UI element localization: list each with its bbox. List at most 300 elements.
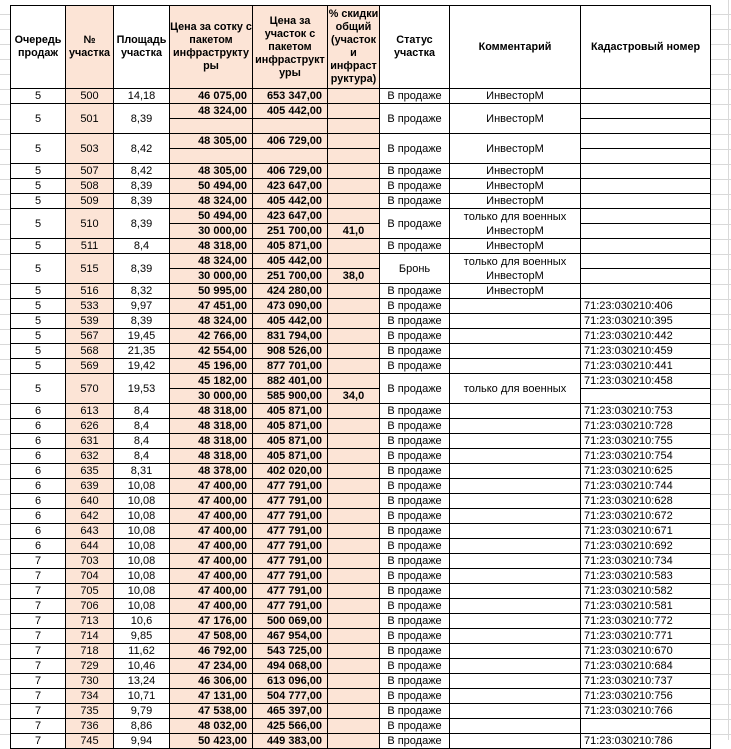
cell-price-sotka[interactable]: 48 378,00 [170,464,253,479]
cell-comment[interactable] [450,629,581,644]
cell-queue[interactable]: 5 [11,134,66,164]
cell-comment[interactable] [450,329,581,344]
cell-status[interactable]: В продаже [380,704,450,719]
cell-status[interactable]: В продаже [380,689,450,704]
cell-area[interactable]: 10,08 [114,524,170,539]
cell-cadastral[interactable]: 71:23:030210:583 [581,569,711,584]
cell-status[interactable]: Бронь [380,254,450,284]
header-status[interactable]: Статус участка [380,6,450,89]
cell-price-plot[interactable]: 405 871,00 [253,434,328,449]
cell-discount[interactable] [328,314,380,329]
cell-discount[interactable] [328,599,380,614]
cell-comment[interactable] [450,374,581,404]
cell-discount[interactable] [328,434,380,449]
header-queue[interactable]: Очередь продаж [11,6,66,89]
cell-price-sotka[interactable]: 46 792,00 [170,644,253,659]
cell-price-plot[interactable]: 477 791,00 [253,479,328,494]
cell-discount[interactable] [328,554,380,569]
cell-plot[interactable]: 705 [66,584,114,599]
cell-comment[interactable] [450,524,581,539]
cell-plot[interactable]: 730 [66,674,114,689]
cell-price-plot[interactable]: 831 794,00 [253,329,328,344]
cell-price-plot[interactable]: 477 791,00 [253,584,328,599]
cell-plot[interactable]: 734 [66,689,114,704]
cell-discount[interactable] [328,734,380,749]
cell-status[interactable]: В продаже [380,284,450,299]
cell-area[interactable]: 8,4 [114,449,170,464]
cell-queue[interactable]: 5 [11,374,66,404]
cell-cadastral[interactable] [581,719,711,734]
cell-price-sotka[interactable]: 48 324,00 [170,254,253,269]
cell-price-plot[interactable]: 423 647,00 [253,209,328,224]
cell-queue[interactable]: 6 [11,509,66,524]
cell-status[interactable]: В продаже [380,164,450,179]
cell-price-plot[interactable]: 449 383,00 [253,734,328,749]
cell-area[interactable]: 9,85 [114,629,170,644]
cell-discount[interactable] [328,524,380,539]
cell-area[interactable]: 8,32 [114,284,170,299]
cell-comment[interactable] [450,164,581,179]
cell-price-plot[interactable]: 908 526,00 [253,344,328,359]
cell-cadastral[interactable] [581,89,711,104]
cell-comment[interactable] [450,674,581,689]
cell-status[interactable]: В продаже [380,179,450,194]
cell-plot[interactable]: 500 [66,89,114,104]
cell-comment[interactable] [450,404,581,419]
cell-price-plot[interactable]: 477 791,00 [253,599,328,614]
cell-discount[interactable] [328,89,380,104]
cell-queue[interactable]: 5 [11,344,66,359]
cell-price-sotka[interactable]: 48 305,00 [170,164,253,179]
cell-queue[interactable]: 7 [11,614,66,629]
cell-queue[interactable]: 5 [11,164,66,179]
cell-queue[interactable]: 5 [11,299,66,314]
cell-plot[interactable]: 510 [66,209,114,239]
cell-plot[interactable]: 718 [66,644,114,659]
cell-price-sotka[interactable]: 47 538,00 [170,704,253,719]
cell-discount[interactable] [328,659,380,674]
cell-cadastral[interactable]: 71:23:030210:755 [581,434,711,449]
cell-queue[interactable]: 5 [11,104,66,134]
cell-cadastral[interactable]: 71:23:030210:672 [581,509,711,524]
cell-cadastral[interactable]: 71:23:030210:458 [581,374,711,389]
cell-price-sotka[interactable]: 47 234,00 [170,659,253,674]
cell-queue[interactable]: 7 [11,644,66,659]
cell-area[interactable]: 10,08 [114,494,170,509]
cell-price-sotka[interactable]: 47 400,00 [170,569,253,584]
cell-price-plot[interactable]: 405 871,00 [253,449,328,464]
cell-status[interactable]: В продаже [380,434,450,449]
cell-queue[interactable]: 7 [11,599,66,614]
cell-cadastral[interactable]: 71:23:030210:459 [581,344,711,359]
cell-queue[interactable]: 5 [11,254,66,284]
cell-status[interactable]: В продаже [380,509,450,524]
cell-cadastral[interactable]: 71:23:030210:406 [581,299,711,314]
cell-price-sotka[interactable]: 47 400,00 [170,599,253,614]
cell-status[interactable]: В продаже [380,104,450,134]
cell-cadastral[interactable]: 71:23:030210:671 [581,524,711,539]
cell-plot[interactable]: 568 [66,344,114,359]
cell-status[interactable]: В продаже [380,344,450,359]
cell-price-sotka[interactable]: 30 000,00 [170,389,253,404]
cell-queue[interactable]: 5 [11,239,66,254]
cell-queue[interactable]: 6 [11,404,66,419]
cell-cadastral[interactable] [581,194,711,209]
cell-price-plot[interactable]: 465 397,00 [253,704,328,719]
cell-comment[interactable] [450,299,581,314]
cell-comment[interactable] [450,584,581,599]
cell-price-plot[interactable]: 477 791,00 [253,569,328,584]
cell-price-sotka[interactable]: 46 306,00 [170,674,253,689]
cell-cadastral[interactable] [581,254,711,269]
cell-area[interactable]: 8,4 [114,404,170,419]
cell-cadastral[interactable]: 71:23:030210:786 [581,734,711,749]
cell-price-plot[interactable]: 477 791,00 [253,494,328,509]
cell-price-plot[interactable]: 402 020,00 [253,464,328,479]
cell-cadastral[interactable]: 71:23:030210:442 [581,329,711,344]
cell-comment[interactable] [450,644,581,659]
cell-price-plot[interactable]: 477 791,00 [253,509,328,524]
cell-price-plot[interactable]: 477 791,00 [253,539,328,554]
cell-status[interactable]: В продаже [380,629,450,644]
cell-area[interactable]: 8,39 [114,194,170,209]
cell-queue[interactable]: 7 [11,689,66,704]
cell-status[interactable]: В продаже [380,554,450,569]
cell-area[interactable]: 8,42 [114,134,170,164]
cell-status[interactable]: В продаже [380,569,450,584]
cell-price-plot[interactable]: 405 442,00 [253,314,328,329]
cell-cadastral[interactable]: 71:23:030210:670 [581,644,711,659]
cell-comment[interactable] [450,554,581,569]
cell-plot[interactable]: 613 [66,404,114,419]
cell-price-sotka[interactable]: 48 318,00 [170,419,253,434]
cell-discount[interactable] [328,104,380,119]
cell-comment[interactable] [450,179,581,194]
cell-price-sotka[interactable]: 47 400,00 [170,524,253,539]
cell-status[interactable]: В продаже [380,419,450,434]
cell-price-sotka[interactable]: 48 318,00 [170,404,253,419]
cell-cadastral[interactable] [581,389,711,404]
cell-area[interactable]: 19,42 [114,359,170,374]
cell-cadastral[interactable]: 71:23:030210:754 [581,449,711,464]
cell-queue[interactable]: 6 [11,494,66,509]
cell-cadastral[interactable] [581,104,711,119]
cell-price-sotka[interactable]: 47 400,00 [170,509,253,524]
cell-price-plot[interactable]: 500 069,00 [253,614,328,629]
cell-price-sotka[interactable]: 47 508,00 [170,629,253,644]
cell-plot[interactable]: 570 [66,374,114,404]
header-area[interactable]: Площадь участка [114,6,170,89]
cell-queue[interactable]: 7 [11,584,66,599]
cell-comment[interactable] [450,194,581,209]
cell-area[interactable]: 8,31 [114,464,170,479]
cell-discount[interactable] [328,404,380,419]
cell-comment[interactable] [450,689,581,704]
cell-discount[interactable] [328,299,380,314]
cell-price-sotka[interactable]: 50 494,00 [170,179,253,194]
cell-cadastral[interactable]: 71:23:030210:692 [581,539,711,554]
cell-price-sotka[interactable]: 48 318,00 [170,434,253,449]
cell-status[interactable]: В продаже [380,404,450,419]
cell-plot[interactable]: 539 [66,314,114,329]
cell-plot[interactable]: 644 [66,539,114,554]
cell-area[interactable]: 9,94 [114,734,170,749]
cell-area[interactable]: 19,53 [114,374,170,404]
cell-queue[interactable]: 5 [11,284,66,299]
cell-price-sotka[interactable]: 47 400,00 [170,479,253,494]
cell-cadastral[interactable]: 71:23:030210:728 [581,419,711,434]
cell-comment[interactable] [450,569,581,584]
cell-discount[interactable]: 41,0 [328,224,380,239]
cell-status[interactable]: В продаже [380,719,450,734]
cell-discount[interactable] [328,494,380,509]
cell-area[interactable]: 21,35 [114,344,170,359]
cell-discount[interactable] [328,449,380,464]
cell-plot[interactable]: 703 [66,554,114,569]
cell-plot[interactable]: 635 [66,464,114,479]
cell-area[interactable]: 10,71 [114,689,170,704]
cell-price-plot[interactable]: 877 701,00 [253,359,328,374]
cell-discount[interactable] [328,134,380,149]
cell-price-sotka[interactable]: 30 000,00 [170,224,253,239]
cell-cadastral[interactable]: 71:23:030210:744 [581,479,711,494]
cell-queue[interactable]: 5 [11,89,66,104]
cell-cadastral[interactable] [581,134,711,149]
cell-comment[interactable] [450,134,581,164]
cell-comment[interactable] [450,284,581,299]
cell-price-sotka[interactable]: 50 995,00 [170,284,253,299]
header-price-per-sotka[interactable]: Цена за сотку с пакетом инфраструктуры [170,6,253,89]
cell-cadastral[interactable]: 71:23:030210:734 [581,554,711,569]
cell-cadastral[interactable] [581,149,711,164]
cell-price-sotka[interactable]: 47 400,00 [170,539,253,554]
cell-status[interactable]: В продаже [380,359,450,374]
cell-plot[interactable]: 567 [66,329,114,344]
cell-queue[interactable]: 5 [11,359,66,374]
header-plot-number[interactable]: № участка [66,6,114,89]
cell-cadastral[interactable] [581,179,711,194]
cell-discount[interactable] [328,629,380,644]
cell-discount[interactable] [328,479,380,494]
cell-plot[interactable]: 631 [66,434,114,449]
cell-status[interactable]: В продаже [380,614,450,629]
cell-price-sotka[interactable]: 47 400,00 [170,584,253,599]
cell-price-plot[interactable]: 494 068,00 [253,659,328,674]
cell-price-plot[interactable]: 653 347,00 [253,89,328,104]
cell-status[interactable]: В продаже [380,239,450,254]
cell-price-sotka[interactable] [170,149,253,164]
cell-plot[interactable]: 736 [66,719,114,734]
cell-comment[interactable] [450,704,581,719]
cell-status[interactable]: В продаже [380,194,450,209]
cell-discount[interactable] [328,419,380,434]
cell-cadastral[interactable] [581,224,711,239]
cell-discount[interactable] [328,584,380,599]
cell-status[interactable]: В продаже [380,134,450,164]
cell-queue[interactable]: 6 [11,539,66,554]
cell-status[interactable]: В продаже [380,734,450,749]
cell-plot[interactable]: 745 [66,734,114,749]
cell-discount[interactable] [328,569,380,584]
cell-comment[interactable] [450,419,581,434]
header-cadastral[interactable]: Кадастровый номер [581,6,711,89]
cell-status[interactable]: В продаже [380,449,450,464]
cell-discount[interactable] [328,704,380,719]
cell-comment[interactable] [450,104,581,134]
cell-discount[interactable] [328,674,380,689]
cell-area[interactable]: 8,39 [114,104,170,134]
cell-queue[interactable]: 6 [11,524,66,539]
cell-queue[interactable]: 5 [11,314,66,329]
cell-discount[interactable] [328,539,380,554]
cell-price-sotka[interactable]: 50 494,00 [170,209,253,224]
cell-comment[interactable] [450,509,581,524]
cell-comment[interactable] [450,734,581,749]
cell-plot[interactable]: 533 [66,299,114,314]
cell-area[interactable]: 10,08 [114,509,170,524]
cell-area[interactable]: 13,24 [114,674,170,689]
cell-price-plot[interactable]: 467 954,00 [253,629,328,644]
cell-status[interactable]: В продаже [380,374,450,404]
cell-plot[interactable]: 642 [66,509,114,524]
cell-queue[interactable]: 7 [11,674,66,689]
cell-cadastral[interactable]: 71:23:030210:737 [581,674,711,689]
cell-status[interactable]: В продаже [380,209,450,239]
cell-queue[interactable]: 5 [11,209,66,239]
cell-area[interactable]: 8,4 [114,239,170,254]
cell-price-sotka[interactable]: 30 000,00 [170,269,253,284]
cell-price-plot[interactable]: 473 090,00 [253,299,328,314]
cell-plot[interactable]: 508 [66,179,114,194]
cell-discount[interactable] [328,509,380,524]
cell-plot[interactable]: 507 [66,164,114,179]
cell-discount[interactable] [328,209,380,224]
cell-plot[interactable]: 639 [66,479,114,494]
cell-status[interactable]: В продаже [380,464,450,479]
cell-cadastral[interactable]: 71:23:030210:441 [581,359,711,374]
cell-queue[interactable]: 7 [11,734,66,749]
cell-cadastral[interactable]: 71:23:030210:582 [581,584,711,599]
cell-discount[interactable] [328,689,380,704]
cell-area[interactable]: 8,42 [114,164,170,179]
header-comment[interactable]: Комментарий [450,6,581,89]
cell-cadastral[interactable] [581,269,711,284]
cell-queue[interactable]: 7 [11,659,66,674]
cell-plot[interactable]: 515 [66,254,114,284]
cell-discount[interactable] [328,344,380,359]
cell-discount[interactable] [328,719,380,734]
cell-cadastral[interactable] [581,239,711,254]
cell-price-plot[interactable]: 543 725,00 [253,644,328,659]
cell-comment[interactable] [450,254,581,284]
cell-price-sotka[interactable]: 48 318,00 [170,239,253,254]
cell-discount[interactable] [328,164,380,179]
cell-plot[interactable]: 501 [66,104,114,134]
cell-comment[interactable] [450,89,581,104]
cell-price-sotka[interactable]: 42 766,00 [170,329,253,344]
cell-plot[interactable]: 509 [66,194,114,209]
cell-price-sotka[interactable] [170,119,253,134]
cell-price-plot[interactable]: 405 871,00 [253,404,328,419]
cell-status[interactable]: В продаже [380,599,450,614]
cell-discount[interactable] [328,194,380,209]
cell-cadastral[interactable] [581,164,711,179]
cell-queue[interactable]: 7 [11,704,66,719]
cell-queue[interactable]: 6 [11,464,66,479]
cell-discount[interactable] [328,464,380,479]
cell-discount[interactable] [328,179,380,194]
cell-price-sotka[interactable]: 48 324,00 [170,194,253,209]
cell-area[interactable]: 8,39 [114,254,170,284]
cell-discount[interactable] [328,614,380,629]
cell-comment[interactable] [450,479,581,494]
cell-plot[interactable]: 713 [66,614,114,629]
cell-plot[interactable]: 511 [66,239,114,254]
cell-cadastral[interactable]: 71:23:030210:625 [581,464,711,479]
cell-area[interactable]: 10,08 [114,584,170,599]
cell-price-plot[interactable]: 882 401,00 [253,374,328,389]
cell-price-plot[interactable]: 424 280,00 [253,284,328,299]
cell-price-plot[interactable]: 405 442,00 [253,104,328,119]
cell-price-plot[interactable]: 477 791,00 [253,554,328,569]
cell-cadastral[interactable]: 71:23:030210:756 [581,689,711,704]
cell-area[interactable]: 10,6 [114,614,170,629]
cell-price-plot[interactable]: 585 900,00 [253,389,328,404]
cell-cadastral[interactable]: 71:23:030210:753 [581,404,711,419]
header-discount[interactable]: % скидки общий (участок и инфраструктура) [328,6,380,89]
cell-price-plot[interactable] [253,149,328,164]
cell-plot[interactable]: 735 [66,704,114,719]
cell-area[interactable]: 19,45 [114,329,170,344]
cell-plot[interactable]: 516 [66,284,114,299]
cell-status[interactable]: В продаже [380,539,450,554]
cell-queue[interactable]: 5 [11,179,66,194]
cell-status[interactable]: В продаже [380,494,450,509]
cell-discount[interactable] [328,644,380,659]
cell-comment[interactable] [450,314,581,329]
cell-queue[interactable]: 5 [11,194,66,209]
cell-area[interactable]: 8,39 [114,314,170,329]
cell-price-plot[interactable]: 406 729,00 [253,134,328,149]
cell-plot[interactable]: 704 [66,569,114,584]
cell-plot[interactable]: 706 [66,599,114,614]
cell-queue[interactable]: 5 [11,329,66,344]
cell-queue[interactable]: 6 [11,449,66,464]
cell-discount[interactable] [328,359,380,374]
cell-cadastral[interactable]: 71:23:030210:581 [581,599,711,614]
cell-area[interactable]: 10,08 [114,539,170,554]
cell-status[interactable]: В продаже [380,479,450,494]
cell-price-plot[interactable]: 405 442,00 [253,194,328,209]
cell-comment[interactable] [450,599,581,614]
cell-comment[interactable] [450,344,581,359]
cell-area[interactable]: 11,62 [114,644,170,659]
cell-status[interactable]: В продаже [380,659,450,674]
cell-price-plot[interactable]: 251 700,00 [253,269,328,284]
cell-queue[interactable]: 6 [11,434,66,449]
cell-status[interactable]: В продаже [380,524,450,539]
cell-area[interactable]: 8,86 [114,719,170,734]
cell-area[interactable]: 9,79 [114,704,170,719]
cell-comment[interactable] [450,659,581,674]
cell-cadastral[interactable] [581,284,711,299]
cell-cadastral[interactable] [581,119,711,134]
cell-status[interactable]: В продаже [380,299,450,314]
cell-status[interactable]: В продаже [380,584,450,599]
cell-queue[interactable]: 7 [11,629,66,644]
cell-cadastral[interactable]: 71:23:030210:628 [581,494,711,509]
cell-comment[interactable] [450,464,581,479]
